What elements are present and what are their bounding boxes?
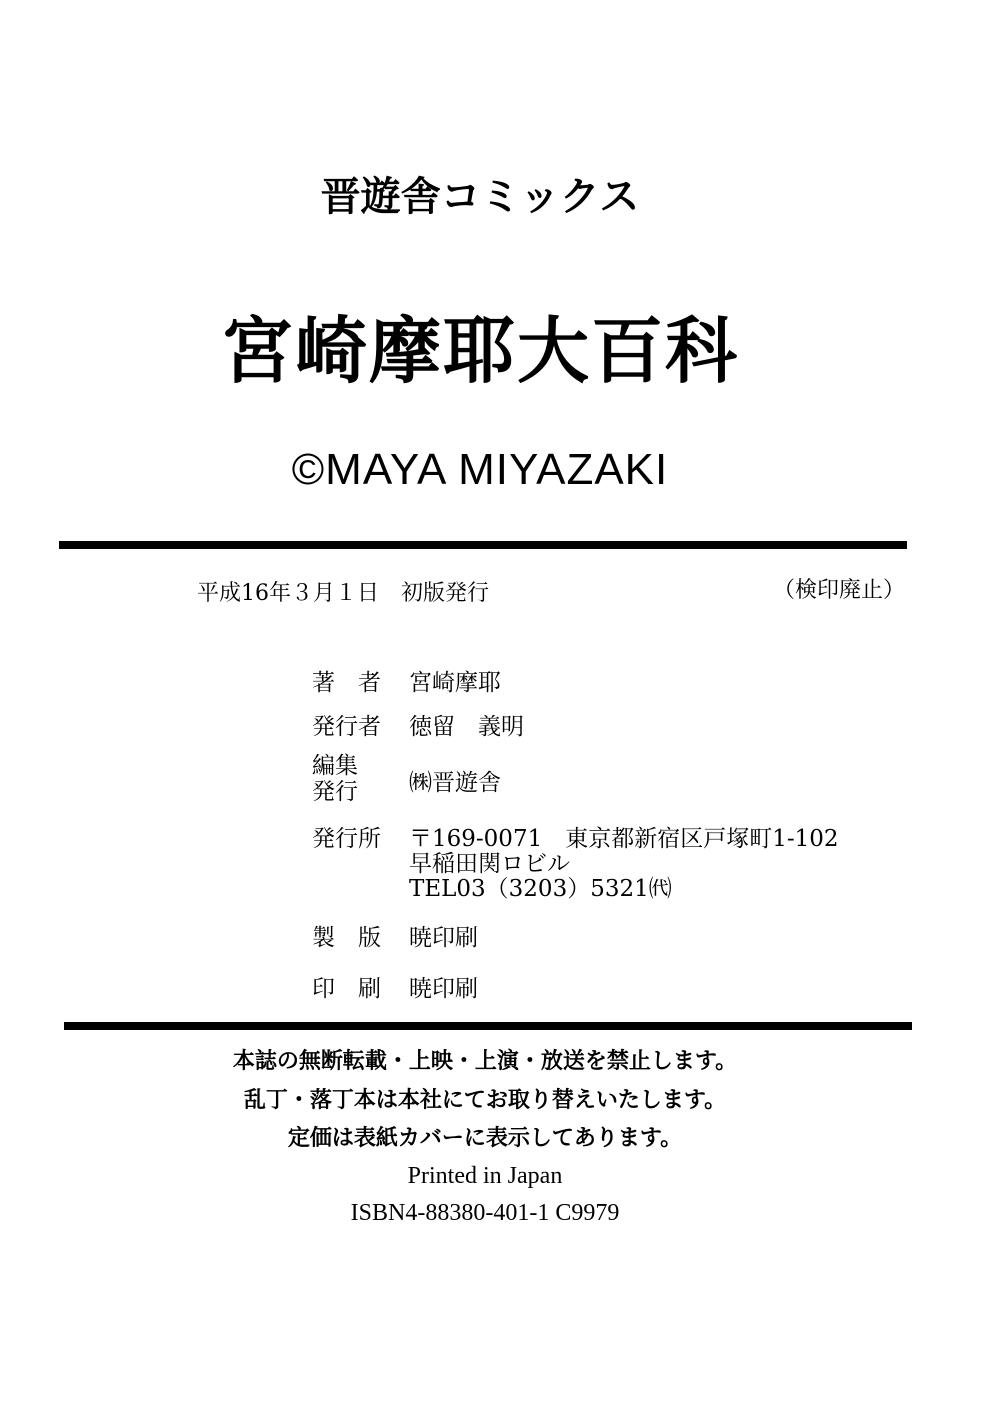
phone-number: TEL03（3203）5321㈹ <box>409 876 672 902</box>
editor-label-line-1: 編集 <box>312 753 358 779</box>
editor-label-line-2: 発行 <box>312 779 358 805</box>
printing-value: 暁印刷 <box>409 976 478 1002</box>
series-label: 晋遊舎コミックス <box>320 174 640 220</box>
author-label: 著 者 <box>312 670 381 696</box>
office-label: 発行所 <box>312 826 381 852</box>
address-line-2: 早稲田関ロビル <box>409 851 570 877</box>
top-divider <box>59 541 907 549</box>
book-title: 宮崎摩耶大百科 <box>220 309 739 393</box>
notice-line-3: 定価は表紙カバーに表示してあります。 <box>287 1126 683 1151</box>
printing-label: 印 刷 <box>312 976 381 1002</box>
notice-line-1: 本誌の無断転載・上映・上演・放送を禁止します。 <box>232 1049 738 1074</box>
address-line-1: 〒169-0071 東京都新宿区戸塚町1-102 <box>409 826 839 852</box>
publisher-value: 徳留 義明 <box>409 714 524 740</box>
platemaking-label: 製 版 <box>312 925 381 951</box>
copyright-line: ©MAYA MIYAZAKI <box>291 445 669 494</box>
seal-note: （検印廃止） <box>773 578 906 603</box>
publication-date: 平成16年３月１日 初版発行 <box>197 581 489 606</box>
bottom-divider <box>64 1022 912 1030</box>
platemaking-value: 暁印刷 <box>409 925 478 951</box>
printed-in-japan: Printed in Japan <box>407 1163 563 1189</box>
editor-value: ㈱晋遊舎 <box>409 770 501 796</box>
notice-line-2: 乱丁・落丁本は本社にてお取り替えいたします。 <box>243 1088 727 1113</box>
isbn-code: ISBN4-88380-401-1 C9979 <box>350 1200 620 1226</box>
publisher-label: 発行者 <box>312 714 381 740</box>
author-value: 宮崎摩耶 <box>409 670 501 696</box>
editor-label <box>312 753 358 805</box>
